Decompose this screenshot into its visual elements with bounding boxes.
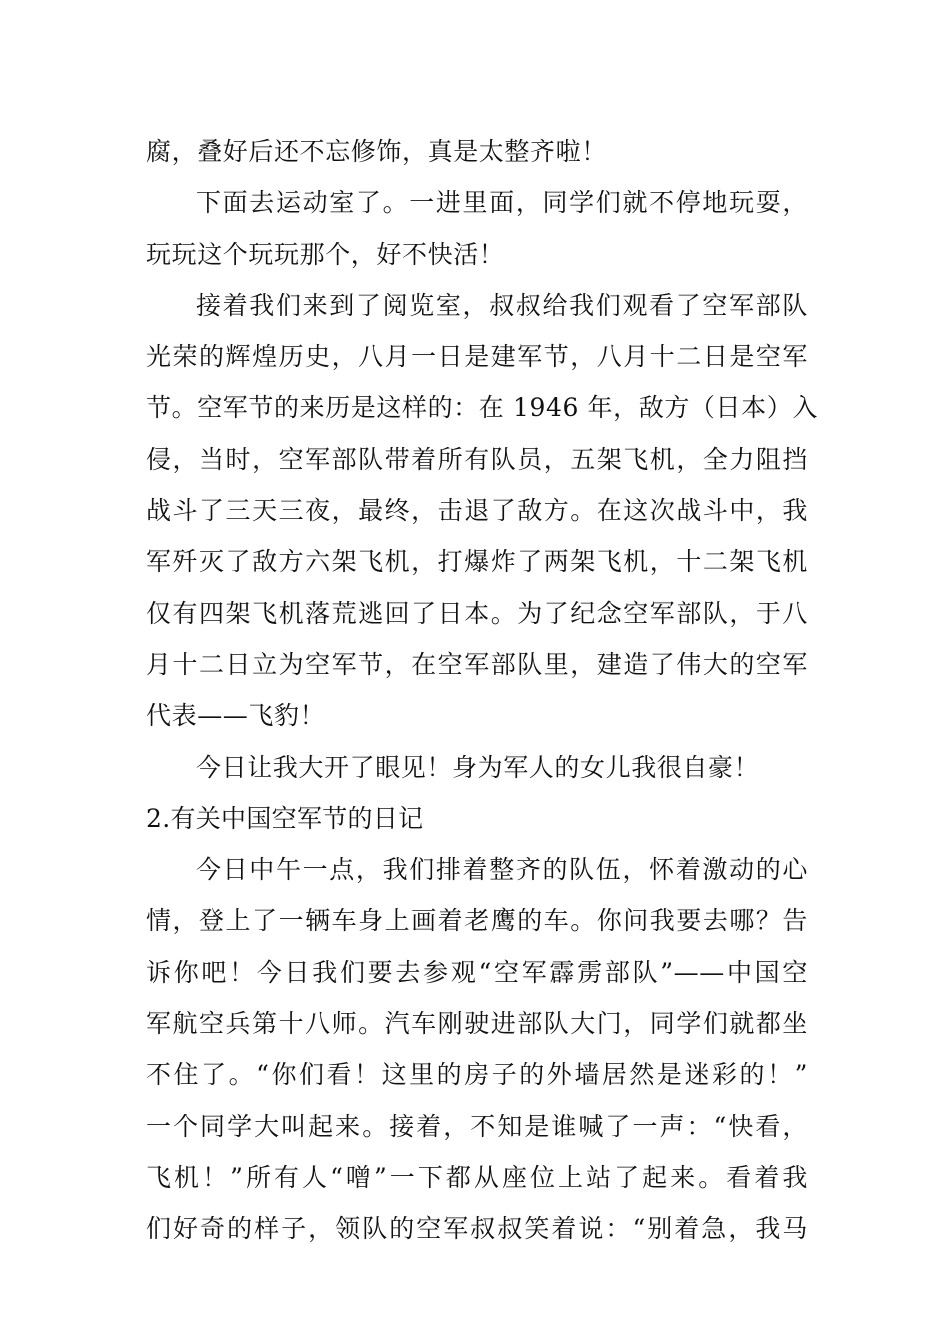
document-body [146, 126, 818, 1255]
paragraph-first-line: 接着我们来到了阅览室，叔叔给我们观看了空军部队 [196, 290, 808, 320]
text-line: 腐，叠好后还不忘修饰，真是太整齐啦！ [146, 137, 607, 166]
section-heading: 2.有关中国空军节的日记 [146, 803, 424, 833]
text-line: 战斗了三天三夜，最终，击退了敌方。在这次战斗中，我 [146, 496, 808, 526]
paragraph-first-line: 下面去运动室了。一进里面，同学们就不停地玩耍， [196, 188, 808, 218]
text-line: 侵，当时，空军部队带着所有队员，五架飞机，全力阻挡 [146, 444, 808, 474]
text-line: 月十二日立为空军节，在空军部队里，建造了伟大的空军 [146, 649, 808, 679]
text-line: 军航空兵第十八师。汽车刚驶进部队大门，同学们就都坐 [146, 1009, 808, 1039]
text-line: 们好奇的样子，领队的空军叔叔笑着说：“别着急，我马 [146, 1214, 808, 1244]
text-line: 飞机！”所有人“噌”一下都从座位上站了起来。看着我 [146, 1162, 808, 1192]
text-line: 玩玩这个玩玩那个，好不快活！ [146, 239, 505, 269]
paragraph-first-line: 今日中午一点，我们排着整齐的队伍，怀着激动的心 [196, 855, 808, 885]
text-line: 诉你吧！今日我们要去参观“空军霹雳部队”——中国空 [146, 957, 808, 987]
text-line: 仅有四架飞机落荒逃回了日本。为了纪念空军部队，于八 [146, 598, 808, 628]
text-line: 节。空军节的来历是这样的：在 1946 年，敌方（日本）入 [146, 393, 818, 423]
text-line: 一个同学大叫起来。接着，不知是谁喊了一声：“快看， [146, 1111, 808, 1141]
text-line: 不住了。“你们看！这里的房子的外墙居然是迷彩的！” [146, 1060, 808, 1090]
text-line: 光荣的辉煌历史，八月一日是建军节，八月十二日是空军 [146, 342, 808, 372]
text-line: 军歼灭了敌方六架飞机，打爆炸了两架飞机，十二架飞机 [146, 547, 808, 577]
text-line: 代表——飞豹！ [146, 701, 326, 731]
paragraph-first-line: 今日让我大开了眼见！身为军人的女儿我很自豪！ [196, 752, 760, 782]
text-line: 情，登上了一辆车身上画着老鹰的车。你问我要去哪？告 [146, 906, 808, 936]
